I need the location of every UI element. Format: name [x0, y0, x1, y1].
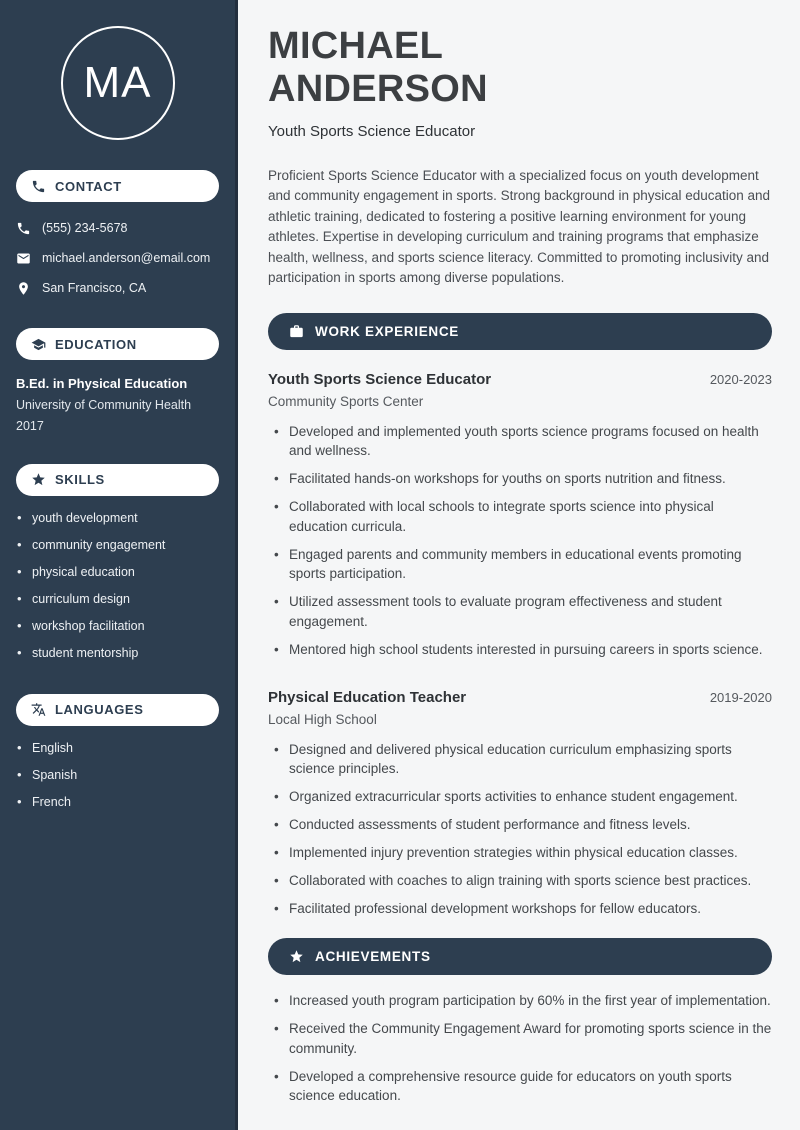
achievement-bullet: • Developed a comprehensive resource guide for educators on youth sports science education.	[272, 1067, 772, 1115]
job-bullet: • Organized extracurricular sports activities to enhance student engagement.	[272, 787, 772, 815]
achievements-section-header	[268, 938, 772, 975]
skills-section-header	[16, 464, 219, 496]
job-entry	[268, 371, 772, 668]
language-item: • French	[16, 789, 235, 816]
location-icon	[16, 281, 31, 296]
job-dates: 2019-2020	[709, 689, 772, 705]
star-icon	[31, 472, 46, 487]
achievement-bullet: • Received the Community Engagement Award for promoting sports science in the community.	[272, 1019, 772, 1067]
candidate-first-name: MICHAEL	[268, 25, 444, 67]
skills-list	[0, 505, 235, 667]
skill-item: • curriculum design	[16, 586, 235, 613]
skill-item: • workshop facilitation	[16, 613, 235, 640]
job-company: Community Sports Center	[268, 393, 424, 409]
avatar-initials: MA	[83, 58, 152, 107]
job-bullet: • Facilitated professional development workshops for fellow educators.	[272, 899, 772, 927]
job-header	[268, 371, 772, 388]
languages-section-header	[16, 694, 219, 726]
education-degree: B.Ed. in Physical Education	[16, 376, 188, 391]
contact-list	[0, 213, 235, 303]
job-bullet: • Developed and implemented youth sports science programs focused on health and wellness.	[272, 422, 772, 470]
job-header	[268, 689, 772, 706]
language-item: • Spanish	[16, 762, 235, 789]
education-year: 2017	[16, 419, 44, 433]
job-bullet: • Facilitated hands-on workshops for youths on sports nutrition and fitness.	[272, 469, 772, 497]
job-bullet: • Mentored high school students interested in pursuing careers in sports science.	[272, 640, 772, 668]
phone-icon	[31, 179, 46, 194]
contact-email-value: michael.anderson@email.com	[42, 251, 211, 265]
briefcase-icon	[289, 324, 304, 339]
job-bullet: • Utilized assessment tools to evaluate program effectiveness and student engagement.	[272, 592, 772, 640]
achievement-bullet: • Increased youth program participation by 60% in the first year of implementation.	[272, 991, 772, 1019]
job-bullet: • Collaborated with coaches to align training with sports science best practices.	[272, 871, 772, 899]
job-dates: 2020-2023	[709, 371, 772, 387]
job-bullet: • Engaged parents and community members in educational events promoting sports participation.	[272, 545, 772, 593]
translate-icon	[31, 702, 46, 717]
professional-summary: Proficient Sports Science Educator with a specialized focus on youth development and community engagement in sports. Strong background in physical education and athletic training, dedicated to fostering a positive learning environment for young athletes. Expertise in developing curriculum and training programs that emphasize health, wellness, and sports science literacy. Committed to promoting inclusivity and participation in sports among diverse populations.	[268, 167, 771, 286]
job-title: Youth Sports Science Educator	[268, 370, 492, 388]
contact-phone-value: (555) 234-5678	[42, 221, 128, 235]
education-section-title: EDUCATION	[55, 336, 137, 352]
skill-item: • student mentorship	[16, 640, 235, 667]
candidate-name	[268, 25, 772, 111]
contact-phone	[16, 213, 225, 243]
work-experience-section-header	[268, 313, 772, 350]
star-icon	[289, 949, 304, 964]
contact-email	[16, 243, 225, 273]
candidate-last-name: ANDERSON	[268, 67, 488, 110]
skill-item: • community engagement	[16, 532, 235, 559]
skills-section-title: SKILLS	[55, 472, 105, 487]
work-experience-section-title: WORK EXPERIENCE	[315, 323, 460, 339]
language-item: • English	[16, 735, 235, 762]
contact-location-value: San Francisco, CA	[42, 281, 147, 295]
languages-section-title: LANGUAGES	[55, 702, 144, 717]
education-school: University of Community Health	[16, 397, 192, 412]
skill-item: • youth development	[16, 505, 235, 532]
job-bullet: • Implemented injury prevention strategies within physical education classes.	[272, 843, 772, 871]
job-bullet: • Designed and delivered physical education curriculum emphasizing sports science principles.	[272, 740, 772, 788]
achievements-section-title: ACHIEVEMENTS	[315, 949, 431, 965]
job-entry	[268, 689, 772, 928]
phone-icon	[16, 221, 31, 236]
job-title: Physical Education Teacher	[268, 688, 467, 706]
sidebar	[0, 0, 238, 1130]
contact-location	[16, 273, 225, 303]
main-content	[238, 0, 800, 1130]
contact-section-header	[16, 170, 219, 202]
skill-item: • physical education	[16, 559, 235, 586]
job-company: Local High School	[268, 711, 377, 727]
job-bullet-list	[268, 740, 772, 928]
education-section-header	[16, 328, 219, 360]
avatar	[61, 26, 175, 140]
job-bullet-list	[268, 422, 772, 668]
languages-list	[0, 735, 235, 816]
candidate-job-title: Youth Sports Science Educator	[268, 122, 476, 140]
achievements-list	[268, 991, 772, 1114]
graduation-cap-icon	[31, 337, 46, 352]
education-entry	[0, 360, 235, 438]
email-icon	[16, 251, 31, 266]
contact-section-title: CONTACT	[55, 178, 122, 194]
job-bullet: • Conducted assessments of student performance and fitness levels.	[272, 815, 772, 843]
job-bullet: • Collaborated with local schools to integrate sports science into physical education curricula.	[272, 497, 772, 545]
